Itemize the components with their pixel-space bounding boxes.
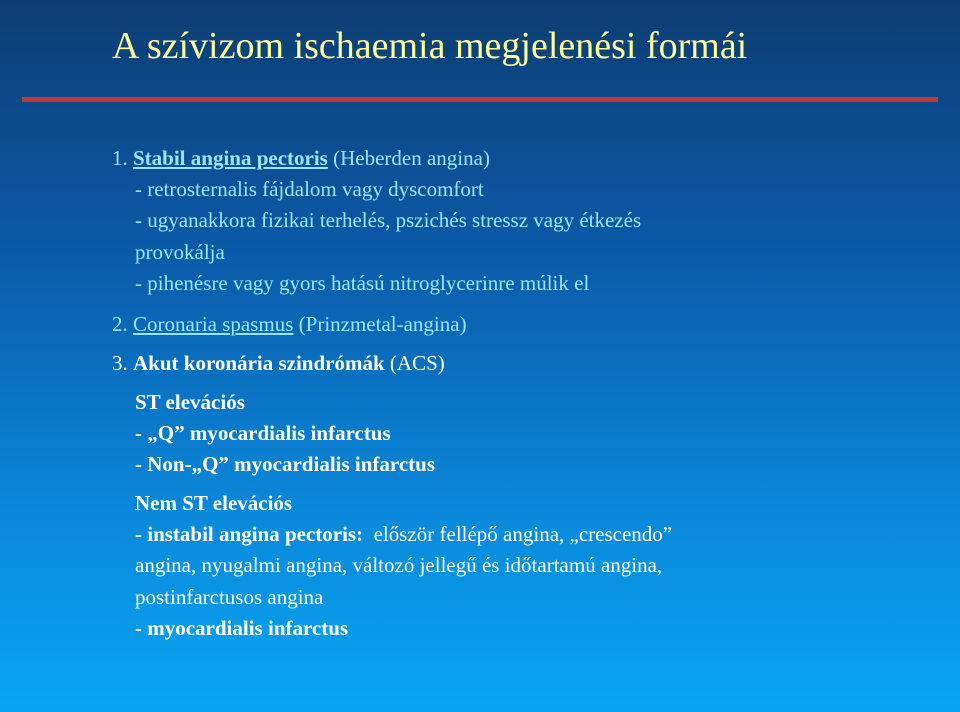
section-1-line-1: - retrosternalis fájdalom vagy dyscomfort xyxy=(135,177,484,201)
section-1-suffix: (Heberden angina) xyxy=(327,146,490,170)
st-elevation-item-1: - „Q” myocardialis infarctus xyxy=(135,421,391,445)
section-1-line-3: provokálja xyxy=(135,240,225,264)
section-3-heading xyxy=(112,348,445,379)
section-1-name: Stabil angina pectoris xyxy=(133,146,328,170)
section-3-suffix: (ACS) xyxy=(384,351,445,375)
section-1-number: 1. xyxy=(112,146,133,170)
instabil-angina-line xyxy=(135,519,672,550)
section-3-name: Akut koronária szindrómák xyxy=(133,351,385,375)
mi-item: - myocardialis infarctus xyxy=(135,616,349,640)
instabil-desc-line-2: angina, nyugalmi angina, változó jellegű és időtartamú angina, xyxy=(135,553,663,577)
instabil-label: - instabil angina pectoris: xyxy=(135,522,364,546)
instabil-desc-line-3: postinfarctusos angina xyxy=(135,585,324,609)
section-1-line-2: - ugyanakkora fizikai terhelés, pszichés stressz vagy étkezés xyxy=(135,208,642,232)
section-2-name: Coronaria spasmus xyxy=(133,312,294,336)
slide-title: A szívizom ischaemia megjelenési formái xyxy=(112,25,748,67)
non-st-heading: Nem ST elevációs xyxy=(135,491,293,515)
st-elevation-heading: ST elevációs xyxy=(135,390,245,414)
section-2-number: 2. xyxy=(112,312,133,336)
section-1-line-4: - pihenésre vagy gyors hatású nitroglycerinre múlik el xyxy=(135,271,590,295)
st-elevation-item-2: - Non-„Q” myocardialis infarctus xyxy=(135,452,436,476)
section-2-heading xyxy=(112,309,467,340)
section-2-suffix: (Prinzmetal-angina) xyxy=(293,312,467,336)
section-3-number: 3. xyxy=(112,351,133,375)
instabil-desc: először fellépő angina, „crescendo” xyxy=(363,522,673,546)
section-1-heading xyxy=(112,143,490,174)
